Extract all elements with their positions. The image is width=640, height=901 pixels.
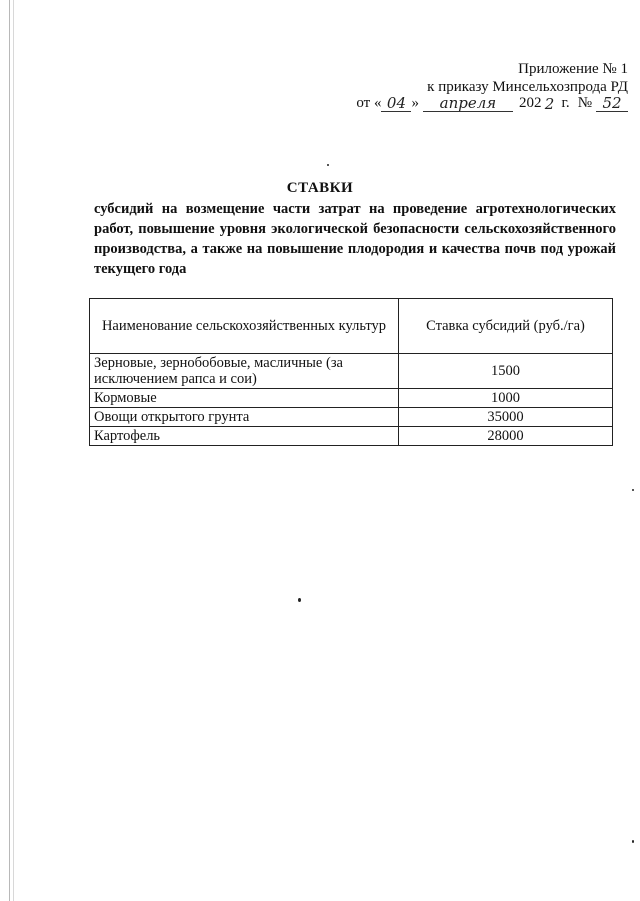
table-header-row — [90, 299, 613, 354]
scan-speck — [632, 489, 634, 491]
scan-speck — [298, 598, 301, 602]
appendix-header — [427, 60, 628, 96]
handwritten-day: 04 — [381, 95, 411, 112]
table-row — [90, 389, 613, 408]
column-header-crop: Наименование сельскохозяйственных культур — [90, 299, 399, 354]
date-close-quote: » — [411, 95, 419, 111]
subsidy-rate: 35000 — [399, 408, 613, 427]
year-prefix: 202 — [518, 95, 542, 111]
document-subtitle: субсидий на возмещение части затрат на проведение агротехнологических работ, повышение уровня экологической безопасности сельскохозяйственного производства, а также на повышение плодородия и качества почв под урожай текущего года — [94, 201, 616, 277]
subsidy-rates-table — [89, 298, 613, 446]
subsidy-rate: 1500 — [399, 354, 613, 389]
year-unit: г. — [561, 95, 570, 111]
subsidy-rate: 1000 — [399, 389, 613, 408]
order-date-line — [356, 95, 628, 112]
subsidy-rate: 28000 — [399, 427, 613, 446]
table-row — [90, 427, 613, 446]
appendix-line: Приложение № 1 — [518, 61, 628, 77]
table-row — [90, 408, 613, 427]
document-title: СТАВКИ — [286, 180, 354, 196]
scan-speck — [327, 164, 329, 166]
crop-name: Овощи открытого грунта — [90, 408, 399, 427]
scan-edge — [13, 0, 14, 901]
order-reference: к приказу Минсельхозпрода РД — [427, 79, 628, 95]
handwritten-month: апреля — [423, 95, 513, 112]
column-header-rate: Ставка субсидий (руб./га) — [399, 299, 613, 354]
scan-edge — [9, 0, 10, 901]
handwritten-order-number: 52 — [596, 95, 628, 112]
table-row — [90, 354, 613, 389]
crop-name: Картофель — [90, 427, 399, 446]
handwritten-year-digit: 2 — [544, 95, 555, 113]
scan-speck — [632, 840, 634, 843]
number-label: № — [577, 95, 592, 111]
date-prefix: от « — [356, 95, 382, 111]
crop-name: Кормовые — [90, 389, 399, 408]
crop-name: Зерновые, зернобобовые, масличные (за исключением рапса и сои) — [90, 354, 399, 389]
